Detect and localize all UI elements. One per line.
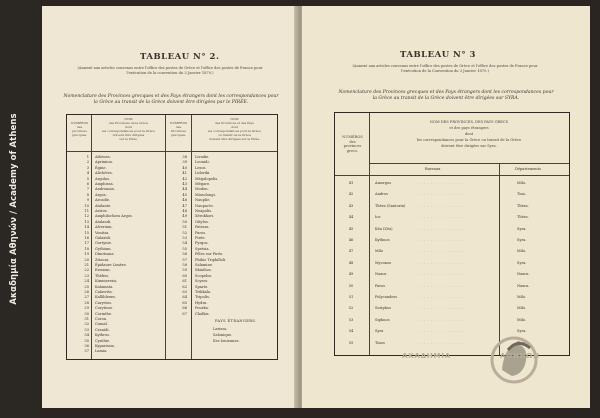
province-name: Scopelos. — [195, 273, 213, 278]
header-text: doivent être dirigées sur Syra. — [441, 144, 497, 148]
province-number: 21 — [84, 263, 89, 267]
header-text: provinces — [343, 144, 362, 149]
bureau-name: Amorgos — [375, 181, 392, 185]
province-number: 10 — [84, 203, 89, 208]
province-name: Thèbes. — [95, 273, 110, 278]
header-text: grecques. — [171, 133, 186, 137]
province-name: Scyros. — [195, 279, 209, 284]
province-number: 49 — [182, 214, 187, 219]
province-name: Lamia. — [95, 349, 108, 354]
province-name: Ermioni. — [95, 268, 111, 273]
province-name: Calavrita. — [95, 290, 113, 294]
province-number: 47 — [182, 203, 187, 208]
leader-dots: . . . . . . . . . . . . . . . — [417, 306, 468, 311]
header-divider — [335, 175, 569, 176]
province-number: 54 — [348, 329, 354, 334]
province-number: 44 — [182, 187, 187, 192]
province-number: 42 — [182, 176, 187, 181]
province-name: Galaxidi. — [95, 236, 112, 240]
province-number: 44 — [348, 215, 354, 220]
department-name: Tino. — [517, 192, 527, 197]
province-number: 5 — [86, 176, 89, 181]
province-name: Gortynie. — [95, 241, 112, 246]
province-number: 49 — [348, 272, 354, 277]
pays-etranger-item: Larissa. — [213, 327, 228, 331]
bureau-name: Ios — [375, 215, 381, 220]
province-number: 47 — [348, 249, 354, 254]
province-name: Arcadie. — [95, 198, 111, 203]
province-number: 29 — [84, 306, 89, 311]
province-name: Amphissa. — [95, 182, 114, 186]
leader-dots: . . . . . . . . . . . . . . . — [417, 329, 468, 334]
leader-dots: . . . . . . . . . . . . . . . — [417, 215, 468, 220]
province-number: 62 — [182, 284, 187, 289]
province-number: 31 — [84, 317, 89, 321]
header-text: dont — [125, 125, 132, 129]
province-name: Spetsia. — [195, 246, 210, 251]
province-name: Atalante. — [95, 203, 112, 208]
header-text: sur le Pirée. — [119, 137, 138, 141]
province-number: 50 — [182, 219, 187, 224]
header-numeros — [68, 121, 91, 137]
bureau-name: Andros — [375, 192, 388, 197]
province-name: Vonitza. — [95, 230, 110, 235]
province-number: 48 — [348, 260, 354, 265]
leader-dots: . . . . . . . . . . . . . . . — [417, 226, 468, 231]
leader-dots: . . . . . . . . . . . . . . . — [417, 203, 468, 208]
left-caption-line: Nomenclature des Provinces grecques et des Pays étrangers dont les correspondances pour — [63, 94, 279, 99]
right-caption-line: Nomenclature des Provinces grecques et des Pays étrangers dont les correspondances pour — [338, 90, 554, 95]
header-text: NUMÉROS — [342, 135, 363, 139]
province-name: Astros. — [95, 209, 108, 213]
province-name: Missolongi. — [195, 192, 216, 197]
left-table — [66, 114, 278, 360]
department-name: Milo. — [517, 295, 527, 299]
left-subtitle — [52, 66, 288, 75]
header-text: NOM — [124, 117, 133, 121]
province-number: 64 — [182, 295, 187, 300]
header-text: des — [175, 125, 182, 129]
pays-etrangers-label: PAYS ÉTRANGERS. — [215, 319, 257, 323]
province-number: 16 — [84, 236, 89, 240]
province-number: 15 — [84, 230, 89, 235]
province-number: 52 — [182, 230, 187, 235]
province-name: Lesos. — [195, 165, 207, 170]
province-number: 40 — [182, 165, 187, 170]
province-name: Livadie. — [195, 155, 210, 159]
province-name: Zitouni. — [95, 257, 110, 262]
header-text: provinces — [72, 129, 87, 133]
province-number: 18 — [84, 246, 89, 251]
header-text: des — [349, 139, 356, 144]
province-name: Lidoriki. — [195, 171, 211, 176]
leader-dots: . . . . . . . . . . . . . . . — [417, 283, 468, 288]
leader-dots: . . . . . . . . . . . . . . . — [417, 181, 468, 185]
province-name: Xérokhori. — [195, 214, 215, 219]
province-number: 55 — [348, 340, 354, 345]
header-text: NOM — [230, 117, 239, 121]
department-name: Syra. — [517, 260, 527, 265]
header-bureaux: Bureaux — [425, 167, 441, 171]
province-number: 45 — [348, 226, 354, 231]
province-number: 23 — [84, 273, 89, 278]
leader-dots: . . . . . . . . . . . . . . . — [417, 249, 468, 254]
province-name: Épidaure Limère. — [95, 263, 127, 267]
province-number: 2 — [86, 160, 89, 165]
bureau-name: Kythnos — [375, 238, 390, 242]
province-number: 43 — [182, 182, 187, 186]
left-caption — [50, 94, 292, 106]
pays-etranger-item: Iles Ioniennes. — [213, 339, 240, 343]
province-number: 30 — [84, 311, 89, 316]
province-name: Kalliblexes. — [95, 295, 116, 300]
province-number: 59 — [182, 268, 187, 273]
department-name: Tino. — [517, 340, 527, 345]
province-number: 9 — [86, 198, 89, 203]
province-number: 7 — [86, 187, 89, 192]
province-number: 37 — [84, 349, 89, 354]
province-number: 36 — [84, 344, 89, 348]
province-name: Pirée. — [195, 236, 206, 240]
province-name: Phihis Triphilloli. — [195, 257, 227, 262]
province-name: Kyparissia. — [95, 344, 115, 348]
province-name: Kalamata. — [95, 284, 114, 289]
province-number: 51 — [182, 225, 187, 230]
province-name: Salamine. — [195, 263, 214, 267]
bureau-name: Siphnos — [375, 317, 390, 322]
province-name: Nauplie. — [195, 198, 211, 203]
department-name: Milo. — [517, 249, 527, 254]
province-number: 20 — [84, 257, 89, 262]
leader-dots: . . . . . . . . . . . . . . . — [417, 295, 468, 299]
header-numeros — [336, 135, 369, 153]
province-name: Pyrgos. — [195, 241, 209, 246]
province-name: Naupacte. — [195, 203, 214, 208]
province-number: 53 — [182, 236, 187, 240]
bureau-name: Syra — [375, 329, 384, 334]
leader-dots: . . . . . . . . . . . . . . . — [417, 238, 468, 242]
province-name: Sparte. — [195, 284, 209, 289]
province-name: Pourka. — [195, 306, 209, 311]
province-number: 48 — [182, 209, 187, 213]
header-text: grecques. — [72, 133, 87, 137]
province-name: Coron. — [95, 317, 108, 321]
header-text: des Provinces de la Grèce — [108, 121, 149, 125]
province-number: 27 — [84, 295, 89, 300]
province-number: 26 — [84, 290, 89, 294]
col-divider — [369, 113, 370, 355]
right-table — [334, 112, 570, 356]
province-number: 22 — [84, 268, 89, 273]
province-number: 34 — [84, 333, 89, 338]
province-number: 58 — [182, 263, 187, 267]
leader-dots: . . . . . . . . . . . . . . . — [417, 192, 468, 197]
header-text: des — [76, 125, 83, 129]
province-number: 65 — [182, 300, 187, 305]
header-text: les correspondances pour la Grèce — [208, 129, 261, 133]
watermark-text-left: ΑΚΑΔΗΜΙΑ — [402, 352, 451, 360]
province-name: Leonidi. — [195, 160, 210, 165]
province-name: Paros. — [195, 230, 207, 235]
department-name: Naxos. — [517, 272, 530, 277]
province-number: 4 — [86, 171, 89, 176]
province-number: 42 — [348, 192, 354, 197]
province-name: Gythium. — [95, 246, 112, 251]
province-name: Atalandi. — [95, 219, 112, 224]
province-number: 52 — [348, 306, 354, 311]
department-name: Syra. — [517, 238, 527, 242]
province-number: 14 — [84, 225, 89, 230]
province-number: 17 — [84, 241, 89, 246]
province-number: 41 — [182, 171, 187, 176]
department-name: Syra. — [517, 329, 527, 334]
bureau-name: Kéa (Zéa) — [375, 226, 393, 231]
province-name: Corytisse. — [95, 306, 114, 311]
header-nom — [92, 117, 165, 141]
header-text: dont — [464, 132, 474, 136]
left-caption-line: la Grèce au transit de la Grèce doivent être dirigées par le PIRÉE. — [93, 100, 249, 105]
right-caption — [318, 90, 574, 102]
bureau-name: Myconos — [375, 260, 392, 265]
leader-dots: . . . . . . . . . . . . . . . — [417, 272, 468, 277]
header-text: grecs. — [346, 148, 359, 153]
province-number: 50 — [348, 283, 354, 288]
province-number: 39 — [182, 160, 187, 165]
department-name: Thèra. — [517, 215, 529, 220]
bureau-name: Thèra (Santorin) — [375, 203, 406, 208]
province-name: Argos. — [95, 192, 107, 197]
province-number: 55 — [182, 246, 187, 251]
department-name: Milo. — [517, 306, 527, 311]
side-credit: Ακαδημία Αθηνών / Academy of Athens — [9, 113, 19, 305]
province-name: Carystos. — [95, 300, 113, 305]
province-number: 12 — [84, 214, 89, 219]
left-subtitle-line: l'exécution de la convention du 3 Janvier 1870.) — [126, 70, 214, 75]
scan-margin — [0, 0, 40, 418]
header-text: NUMÉROS — [169, 121, 188, 125]
province-name: Andromaa. — [95, 187, 115, 192]
watermark-text-right: ΑΘΗΝΩΝ — [500, 352, 540, 360]
department-name: Syra. — [517, 226, 527, 231]
province-number: 1 — [86, 155, 89, 159]
province-name: Skiathos. — [195, 268, 212, 273]
department-name: Milo. — [517, 317, 527, 322]
province-number: 33 — [84, 327, 89, 332]
province-number: 61 — [182, 279, 187, 284]
province-number: 67 — [182, 311, 187, 316]
province-number: 66 — [182, 306, 187, 311]
province-name: Alverium. — [95, 225, 113, 230]
province-number: 54 — [182, 241, 187, 246]
province-name: Mégalopolis. — [195, 176, 219, 181]
province-number: 53 — [348, 317, 354, 322]
province-name: Égine. — [95, 165, 107, 170]
bureau-name: Seriphos — [375, 306, 392, 311]
province-number: 11 — [84, 209, 89, 213]
province-name: Cumaî. — [95, 322, 108, 327]
province-name: Kimmerrais. — [95, 279, 118, 284]
header-numeros-2 — [166, 121, 191, 137]
province-name: Aprimion. — [95, 160, 113, 165]
header-divider — [67, 151, 277, 152]
right-subtitle-line: l'exécution de la Convention du 3 Janvier 1870.) — [401, 68, 489, 73]
pays-etranger-item: Salonique. — [213, 333, 233, 337]
bureau-name: Milo — [375, 249, 384, 254]
header-departements: Départements — [515, 167, 541, 171]
header-text: Provinces — [171, 129, 186, 133]
province-number: 60 — [182, 273, 187, 278]
header-nom — [371, 119, 567, 149]
right-title: TABLEAU N° 3 — [400, 50, 476, 60]
department-name: Milo. — [517, 181, 527, 185]
province-number: 51 — [348, 295, 354, 299]
province-name: Kythros. — [95, 333, 111, 338]
province-name: Dimitsana. — [95, 252, 115, 257]
province-name: Modon. — [195, 187, 209, 192]
header-nom-2 — [192, 117, 277, 141]
province-number: 46 — [348, 238, 354, 242]
province-name: Tripolis. — [195, 295, 211, 300]
province-name: Oitylos. — [195, 219, 209, 224]
province-name: Trikkala. — [195, 290, 212, 294]
province-name: Cranidi. — [95, 327, 110, 332]
left-page — [42, 6, 298, 408]
province-number: 63 — [182, 290, 187, 294]
province-name: Pôles sur Pirée. — [195, 252, 224, 257]
department-name: Naxos. — [517, 283, 530, 288]
bureau-name: Polycandros — [375, 295, 398, 299]
left-subtitle-line: (Annexé aux articles convenus entre l'office des postes de Grèce et l'office des postes de France pour — [77, 66, 263, 70]
province-number: 8 — [86, 192, 89, 197]
province-number: 35 — [84, 338, 89, 343]
province-number: 13 — [84, 219, 89, 224]
header-text: les correspondances pour la Grèce ou transit de la Grèce — [416, 138, 522, 142]
bureau-name: Naxos — [375, 272, 387, 277]
academy-seal-icon — [458, 330, 570, 390]
province-number: 25 — [84, 284, 89, 289]
province-number: 57 — [182, 257, 187, 262]
bureau-name: Paros — [375, 283, 386, 288]
left-title: TABLEAU N° 2. — [140, 52, 220, 62]
province-name: Chalkis. — [195, 311, 210, 316]
province-number: 41 — [348, 181, 354, 185]
province-number: 38 — [182, 155, 187, 159]
province-name: Hydra. — [195, 300, 208, 305]
province-name: Athènes. — [95, 155, 111, 159]
province-number: 32 — [84, 322, 89, 327]
province-number: 56 — [182, 252, 187, 257]
province-number: 19 — [84, 252, 89, 257]
province-number: 3 — [86, 165, 89, 170]
header-text: les correspondances pour la Grèce — [102, 129, 155, 133]
province-name: Amphilochien Argos. — [95, 214, 133, 219]
province-name: Mégare. — [195, 182, 211, 186]
province-number: 46 — [182, 198, 187, 203]
province-name: Corinthe. — [95, 311, 113, 316]
province-name: Alichètes. — [95, 171, 113, 176]
province-name: Neapolis. — [195, 209, 213, 213]
right-subtitle — [320, 64, 570, 73]
header-divider — [369, 163, 569, 164]
leader-dots: . . . . . . . . . . . . . . . — [417, 340, 468, 345]
leader-dots: . . . . . . . . . . . . . . . — [417, 260, 468, 265]
header-text: NOM DES PROVINCES, DES PAYS GRECS — [429, 120, 509, 124]
right-caption-line: la Grèce au transit de la Grèce doivent être dirigées sur SYRA. — [372, 96, 520, 101]
province-name: Cynthie. — [95, 338, 111, 343]
header-text: et des pays étrangers — [449, 126, 489, 130]
province-number: 6 — [86, 182, 89, 186]
province-number: 28 — [84, 300, 89, 305]
col-divider — [499, 163, 500, 355]
province-name: Patrass. — [195, 225, 210, 230]
header-text: doivent être dirigées sur le Pirée. — [208, 137, 261, 141]
right-subtitle-line: (Annexé aux articles convenus entre l'office des postes de Grèce et l'office des postes de France pour — [352, 64, 538, 68]
department-name: Thèra. — [517, 203, 529, 208]
header-text: des Provinces et des Pays — [214, 121, 254, 125]
bureau-name: Tinos — [375, 340, 385, 345]
header-text: NUMÉROS — [70, 121, 89, 125]
province-number: 24 — [84, 279, 89, 284]
province-number: 43 — [348, 203, 354, 208]
leader-dots: . . . . . . . . . . . . . . . — [417, 317, 468, 322]
province-name: Argolas. — [95, 176, 111, 181]
header-text: ou transit de la Grèce — [217, 133, 252, 137]
province-number: 45 — [182, 192, 187, 197]
header-text: dont — [231, 125, 238, 129]
header-text: doivent être dirigées — [112, 133, 145, 137]
